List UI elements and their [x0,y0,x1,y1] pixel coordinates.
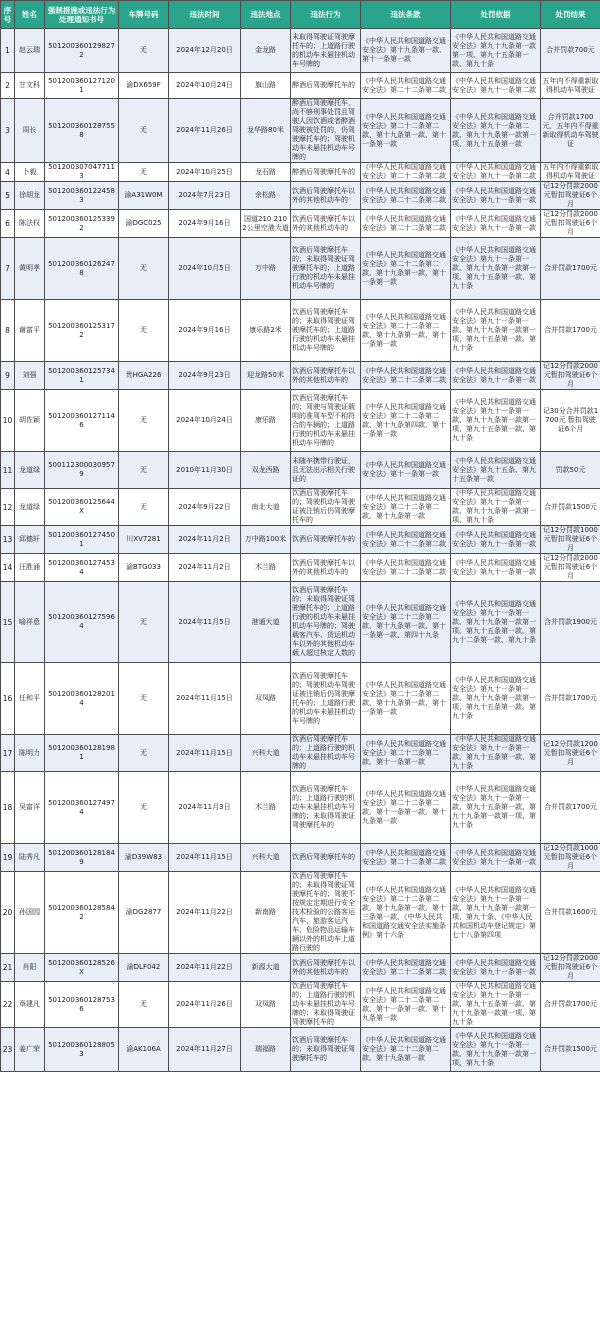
violation-clause: 《中华人民共和国道路交通安全法》第二十二条第二款、第十九条第一款、第十一条第一款、第四十九条 [361,582,451,663]
person-name: 谢富平 [15,300,45,362]
plate-number: 无 [119,163,169,182]
violation-time: 2024年9月23日 [169,362,241,390]
violation-act: 饮酒后驾驶摩托车以外的其他机动车的 [291,182,361,210]
row-number: 5 [1,182,15,210]
notice-number: 5012003601274501 [45,526,119,554]
penalty-basis: 《中华人民共和国道路交通安全法》第九十五条、第九十五条第一款 [451,452,541,489]
row-number: 4 [1,163,15,182]
violation-clause: 《中华人民共和国道路交通安全法》第二十二条第二款、第十九条第一款、第十一条第一款 [361,663,451,735]
row-number: 6 [1,210,15,238]
violation-clause: 《中华人民共和国道路交通安全法》第二十二条第二款、第十一条第一款、第十九条第一款 [361,982,451,1028]
violation-time: 2024年9月16日 [169,210,241,238]
violation-time: 2024年11月15日 [169,844,241,872]
penalty-basis: 《中华人民共和国道路交通安全法》第九十一条第一款、第九十九条第一款第一项、第九十条 [451,1028,541,1072]
plate-number: 无 [119,489,169,526]
plate-number: 渝DLF042 [119,954,169,982]
row-number: 23 [1,1028,15,1072]
plate-number: 无 [119,29,169,73]
violation-clause: 《中华人民共和国道路交通安全法》第二十二条第二款、第十九条第一款、第十一条第一款 [361,99,451,163]
table-row [1,390,600,452]
column-header: 处罚依据 [451,1,541,29]
penalty-result: 合并罚款700元 [541,29,600,73]
penalty-result: 记12分罚款1000元暂扣驾驶证6个月 [541,526,600,554]
column-header: 序号 [1,1,15,29]
table-row [1,772,600,844]
plate-number: 无 [119,772,169,844]
person-name: 赵云瑞 [15,29,45,73]
violation-place: 木兰路 [241,554,291,582]
plate-number: 渝D39W83 [119,844,169,872]
violation-act: 饮酒后驾驶摩托车的；驾驶机动车驾驶证被注销后仍驾驶摩托车的；上道路行驶的机动车未悬挂机动车号牌的 [291,663,361,735]
column-header: 姓名 [15,1,45,29]
violation-time: 2024年11月2日 [169,554,241,582]
row-number: 11 [1,452,15,489]
table-row [1,99,600,163]
notice-number: 5012003601282014 [45,663,119,735]
table-row [1,582,600,663]
notice-number: 5012003601287536 [45,982,119,1028]
notice-number: 5012003601224583 [45,182,119,210]
violation-place: 康乐路2米 [241,300,291,362]
violation-place: 万中路 [241,238,291,300]
penalty-result: 五年内不得重新取得机动车驾驶证 [541,73,600,99]
person-name: 胡佐颖 [15,390,45,452]
violation-clause: 《中华人民共和国道路交通安全法》第二十二条第二款 [361,210,451,238]
notice-number: 5012003601275964 [45,582,119,663]
penalty-basis: 《中华人民共和国道路交通安全法》第九十一条第一款 [451,362,541,390]
plate-number: 渝BTG033 [119,554,169,582]
violation-place: 金龙路 [241,29,291,73]
table-row [1,29,600,73]
row-number: 18 [1,772,15,844]
penalty-result: 合并罚款1500元 [541,489,600,526]
penalty-result: 合并罚款1700元 [541,663,600,735]
penalty-basis: 《中华人民共和国道路交通安全法》第九十一条第一款、第九十五条第一款、第九十九条第一款第一项、第九十条 [451,982,541,1028]
notice-number: 5001123000309579 [45,452,119,489]
person-name: 陆秀凡 [15,844,45,872]
violation-place: 国道210 2102公里空港大道 [241,210,291,238]
penalty-result: 记12分罚款1200元暂扣驾驶证6个月 [541,735,600,772]
penalty-result: 合并罚款1900元 [541,582,600,663]
violation-time: 2024年11月27日 [169,1028,241,1072]
violation-clause: 《中华人民共和国道路交通安全法》第二十二条第二款、第十一条第一款 [361,735,451,772]
plate-number: 贵HGA226 [119,362,169,390]
plate-number: 无 [119,300,169,362]
violation-time: 2024年10月25日 [169,163,241,182]
person-name: 陈法权 [15,210,45,238]
table-row [1,982,600,1028]
row-number: 1 [1,29,15,73]
violation-time: 2024年11月22日 [169,954,241,982]
table-row [1,300,600,362]
penalty-basis: 《中华人民共和国道路交通安全法》第九十一条第一款 [451,554,541,582]
violation-act: 醉酒后驾驶摩托车，尚不够刑事处罚且驾驶人因饮酒或者醉酒驾驶被处罚的，仍驾驶摩托车的；驾驶机动车未悬挂机动车号牌的 [291,99,361,163]
violation-time: 2024年7月23日 [169,182,241,210]
penalty-result: 五年内不得重新取得机动车驾驶证 [542,163,599,180]
column-header: 违法条款 [361,1,451,29]
plate-number: 渝AK106A [119,1028,169,1072]
violation-act: 未随车携带行驶证，且无法出示相关行驶证的 [291,452,361,489]
penalty-basis: 《中华人民共和国道路交通安全法》第九十一条第一款 [451,210,541,238]
row-number: 9 [1,362,15,390]
table-row [1,735,600,772]
violation-act: 醉酒后驾驶摩托车的 [291,73,361,99]
row-number: 12 [1,489,15,526]
penalty-basis: 《中华人民共和国道路交通安全法》第九十一条第二款、第九十九条第一款第一项、第九十五条第一款 [451,99,541,163]
column-header: 违法时间 [169,1,241,29]
table-row [1,452,600,489]
violation-time: 2024年11月5日 [169,582,241,663]
violation-time: 2024年9月22日 [169,489,241,526]
penalty-result: 记12分罚款2000元暂扣驾驶证6个月 [541,554,600,582]
violation-act: 醉酒后驾驶摩托车的 [291,163,361,182]
violation-clause: 《中华人民共和国道路交通安全法》第二十二条第二款 [361,73,451,99]
penalty-result: 记12分罚款2000元暂扣驾驶证6个月 [541,182,600,210]
row-number: 7 [1,238,15,300]
person-name: 陈明力 [15,735,45,772]
violation-act: 饮酒后驾驶摩托车的；未取得驾驶证驾驶摩托车的；上道路行驶的机动车未悬挂机动车号牌的 [291,238,361,300]
notice-number: 501200360128526X [45,954,119,982]
violation-place: 兴科大道 [241,735,291,772]
person-name: 任和平 [15,663,45,735]
penalty-basis: 《中华人民共和国道路交通安全法》第九十一条第一款、第九十五条第一款、第九十九条第一款第一项、第九十条 [451,772,541,844]
violation-time: 2024年11月22日 [169,872,241,954]
penalty-basis: 《中华人民共和国道路交通安全法》第九十一条第一款、第九十九条第一款第一项、第九十五条第一款、第九十条 [451,663,541,735]
violation-act: 饮酒后驾驶摩托车以外的其他机动车的 [291,554,361,582]
column-header: 违法地点 [241,1,291,29]
violation-act: 饮酒后驾驶摩托车的；上道路行驶的机动车未悬挂机动车号牌的 [291,735,361,772]
violation-act: 饮酒后驾驶摩托车以外的其他机动车的 [291,362,361,390]
table-row [1,238,600,300]
violation-clause: 《中华人民共和国道路交通安全法》第二十二条第二款 [361,954,451,982]
plate-number: 无 [119,982,169,1028]
violation-clause: 《中华人民共和国道路交通安全法》第二十二条第二款、第十九条第一款 [361,1028,451,1072]
violation-time: 2024年9月16日 [169,300,241,362]
violation-clause: 《中华人民共和国道路交通安全法》第二十二条第二款 [361,163,451,182]
penalty-basis: 《中华人民共和国道路交通安全法》第九十一条第二款 [451,163,541,182]
notice-number: 5012003070477113 [45,163,119,182]
person-name: 周长 [15,99,45,163]
row-number: 16 [1,663,15,735]
notice-number: 5012003601253392 [45,210,119,238]
violation-place: 瑞福路 [241,1028,291,1072]
person-name: 甘文科 [15,73,45,99]
penalty-basis: 《中华人民共和国道路交通安全法》第九十一条第二款 [451,73,541,99]
violation-place: 木兰路 [241,772,291,844]
violation-act: 饮酒后驾驶摩托车的 [291,526,361,554]
row-number: 21 [1,954,15,982]
violation-act: 饮酒后驾驶摩托车的；上道路行驶的机动车未悬挂机动车号牌的；未取得驾驶证驾驶摩托车的 [291,982,361,1028]
violation-place: 康乐路 [241,390,291,452]
table-row [1,163,600,182]
notice-number: 5012003601288053 [45,1028,119,1072]
row-number: 19 [1,844,15,872]
violation-clause: 《中华人民共和国道路交通安全法》第十九条第一款、第十一条第一款 [361,29,451,73]
violation-time: 2024年10月24日 [169,73,241,99]
violation-act: 饮酒后驾驶摩托车的；未取得驾驶证驾驶摩托车的 [291,1028,361,1072]
notice-number: 5012003601262478 [45,238,119,300]
row-number: 3 [1,99,15,163]
table-row [1,844,600,872]
violation-act: 饮酒后驾驶摩托车以外的其他机动车的 [291,210,361,238]
penalty-result: 记12分罚款2000元暂扣驾驶证6个月 [541,362,600,390]
violation-time: 2024年11月3日 [169,772,241,844]
penalty-basis: 《中华人民共和国道路交通安全法》第九十九条第一款第一项、第九十五条第一款、第九十条 [451,29,541,73]
penalty-basis: 《中华人民共和国道路交通安全法》第九十一条第一款 [451,526,541,554]
violation-time: 2024年11月26日 [169,99,241,163]
person-name: 卜毅 [15,163,45,182]
violation-clause: 《中华人民共和国道路交通安全法》第二十二条第二款、第十九条第一款、第十三条第一款、《中华人民共和国道路交通安全法实施条例》第十六条 [361,872,451,954]
violation-place: 双龙西路 [241,452,291,489]
violation-time: 2024年11月15日 [169,663,241,735]
violation-time: 2024年11月15日 [169,735,241,772]
person-name: 徐胡龙 [15,182,45,210]
notice-number: 5012003601298272 [45,29,119,73]
notice-number: 5012003601281981 [45,735,119,772]
violation-act: 饮酒后驾驶摩托车的 [291,844,361,872]
person-name: 肖阳 [15,954,45,982]
violation-place: 新南路 [241,872,291,954]
table-body [1,29,600,1072]
column-header: 违法行为 [291,1,361,29]
column-header: 处罚结果 [541,1,600,29]
person-name: 姜广荣 [15,1028,45,1072]
plate-number: 川XV7281 [119,526,169,554]
notice-number: 5012003601281849 [45,844,119,872]
table-row [1,954,600,982]
penalty-result: 合并罚款1700元 [541,982,600,1028]
plate-number: 无 [119,390,169,452]
plate-number: 渝DX659F [119,73,169,99]
violation-place: 兴科大道 [241,844,291,872]
penalty-result: 合并罚款1700元，五年内不得重新取得机动车驾驶证 [541,99,600,163]
row-number: 15 [1,582,15,663]
violation-clause: 《中华人民共和国道路交通安全法》第二十二条第二款 [361,362,451,390]
person-name: 龙道绿 [15,452,45,489]
penalty-result: 记30分合并罚款1700元 暂扣驾驶证6个月 [541,390,600,452]
plate-number: 渝DGC025 [119,210,169,238]
column-header: 车牌号码 [119,1,169,29]
notice-number: 5012003601274974 [45,772,119,844]
notice-number: 5012003601253172 [45,300,119,362]
plate-number: 渝A31W0M [119,182,169,210]
table-row [1,554,600,582]
table-row [1,1028,600,1072]
penalty-basis: 《中华人民共和国道路交通安全法》第九十一条第一款、第九十九条第一款第一项、第九十条、《中华人民共和国机动车登记规定》第七十八条第四项 [451,872,541,954]
column-header: 强制措施或违法行为处理通知书号 [45,1,119,29]
row-number: 14 [1,554,15,582]
violation-clause: 《中华人民共和国道路交通安全法》第二十二条第二款、第十一条第一款、第十九条第一款 [361,772,451,844]
penalty-result: 合并罚款1600元 [541,872,600,954]
penalty-result: 合并罚款1700元 [541,238,600,300]
row-number: 22 [1,982,15,1028]
violation-time: 2024年11月26日 [169,982,241,1028]
person-name: 喻祥意 [15,582,45,663]
violation-clause: 《中华人民共和国道路交通安全法》第二十二条第二款 [361,182,451,210]
plate-number: 无 [119,582,169,663]
row-number: 13 [1,526,15,554]
notice-number: 501200360125644X [45,489,119,526]
table-row [1,362,600,390]
person-name: 邱德轩 [15,526,45,554]
violation-clause: 《中华人民共和国道路交通安全法》第二十二条第二款、第十九条第一款、第十一条第一款 [361,238,451,300]
violation-place: 龙石路 [241,163,291,182]
plate-number: 无 [119,452,169,489]
penalty-basis: 《中华人民共和国道路交通安全法》第九十一条第一款 [451,844,541,872]
person-name: 刘强 [15,362,45,390]
violation-place: 迎龙路50米 [241,362,291,390]
penalty-basis: 《中华人民共和国道路交通安全法》第九十一条第一款 [451,182,541,210]
violation-time: 2024年10月5日 [169,238,241,300]
penalty-result: 记12分罚款1000元暂扣驾驶证6个月 [541,844,600,872]
row-number: 10 [1,390,15,452]
violation-place: 旗山路 [241,73,291,99]
violation-time: 2010年11月30日 [169,452,241,489]
table-row [1,210,600,238]
penalty-result: 罚款50元 [541,452,600,489]
table-row [1,73,600,99]
violation-clause: 《中华人民共和国道路交通安全法》第二十二条第二款、第十九条第四款、第十一条第一款 [361,390,451,452]
person-name: 吴富洋 [15,772,45,844]
penalty-result: 记12分罚款2000元暂扣驾驶证6个月 [541,210,600,238]
person-name: 龙道绿 [15,489,45,526]
violation-time: 2024年11月2日 [169,526,241,554]
header-row [1,1,600,29]
violation-act: 饮酒后驾驶摩托车的；未取得驾驶证驾驶摩托车的；上道路行驶的机动车未悬挂机动车号牌的；驾驶载客汽车、货运机动车以外的其他机动车载人超过核定人数的 [291,582,361,663]
row-number: 20 [1,872,15,954]
violation-act: 饮酒后驾驶摩托车的；驾驶与驾驶证载明的准驾车型不相符合的车辆的；上道路行驶的机动车未悬挂机动车号牌的 [291,390,361,452]
violation-place: 余松路 [241,182,291,210]
violation-place: 港通大道 [241,582,291,663]
violation-time: 2024年12月20日 [169,29,241,73]
violation-act: 饮酒后驾驶摩托车的；未取得驾驶证驾驶摩托车的；上道路行驶的机动车未悬挂机动车号牌的 [291,300,361,362]
person-name: 黄明孝 [15,238,45,300]
violation-place: 南北大道 [241,489,291,526]
notice-number: 5012003601287558 [45,99,119,163]
violation-place: 双凤路 [241,982,291,1028]
plate-number: 无 [119,663,169,735]
violation-place: 万中路100米 [241,526,291,554]
notice-number: 5012003601257341 [45,362,119,390]
penalty-basis: 《中华人民共和国道路交通安全法》第九十一条第一款、第九十九条第一款第一项、第九十条 [451,489,541,526]
table-row [1,663,600,735]
table-row [1,872,600,954]
plate-number: 渝DG2877 [119,872,169,954]
violation-act: 饮酒后驾驶摩托车的；驾驶机动车驾驶证被注销后仍驾驶摩托车的 [291,489,361,526]
violation-place: 龙华路80米 [241,99,291,163]
penalty-basis: 《中华人民共和国道路交通安全法》第九十一条第一款、第九十九条第一款第一项、第九十五条第一款、第九十条 [451,238,541,300]
penalty-result: 合并罚款1700元 [541,772,600,844]
notice-number: 5012003601271201 [45,73,119,99]
person-name: 孙国园 [15,872,45,954]
violation-act: 饮酒后驾驶摩托车的；上道路行驶的机动车未悬挂机动车号牌的；未取得驾驶证驾驶摩托车的 [291,772,361,844]
violation-place: 双凤路 [241,663,291,735]
table-row [1,489,600,526]
penalty-basis: 《中华人民共和国道路交通安全法》第九十一条第一款、第九十九条第一款第一项、第九十五条第一款、第九十条 [451,390,541,452]
row-number: 2 [1,73,15,99]
notice-number: 5012003601271146 [45,390,119,452]
row-number: 8 [1,300,15,362]
notice-number: 5012003601274534 [45,554,119,582]
violation-clause: 《中华人民共和国道路交通安全法》第二十二条第二款、第十九条第一款 [361,489,451,526]
violation-clause: 《中华人民共和国道路交通安全法》第十一条第一款 [361,452,451,489]
table-row [1,182,600,210]
violation-place: 新源大道 [241,954,291,982]
plate-number: 无 [119,735,169,772]
violation-act: 饮酒后驾驶摩托车以外的其他机动车的 [291,954,361,982]
person-name: 章建凡 [15,982,45,1028]
row-number: 17 [1,735,15,772]
notice-number: 5012003601285842 [45,872,119,954]
person-name: 汪胜涌 [15,554,45,582]
violation-clause: 《中华人民共和国道路交通安全法》第二十二条第二款、第十九条第一款、第十一条第一款 [361,300,451,362]
table-row [1,526,600,554]
penalty-basis: 《中华人民共和国道路交通安全法》第九十一条第一款、第九十九条第一款第一项、第九十五条第一款、第九十二条第一款、第九十条 [451,582,541,663]
violation-clause: 《中华人民共和国道路交通安全法》第二十二条第二款 [361,844,451,872]
violation-act: 饮酒后驾驶摩托车的；未取得驾驶证驾驶摩托车的；驾驶不按规定定期进行安全技术检验的公路客运汽车、旅游客运汽车、危险物品运输车辆以外的机动车上道路行驶的 [291,872,361,954]
penalty-basis: 《中华人民共和国道路交通安全法》第九十一条第一款、第九十九条第一款第一项、第九十五条第一款、第九十条 [451,300,541,362]
violation-clause: 《中华人民共和国道路交通安全法》第二十二条第二款 [361,554,451,582]
violation-act: 未取得驾驶证驾驶摩托车的；上道路行驶的机动车未悬挂机动车号牌的 [291,29,361,73]
plate-number: 无 [119,238,169,300]
penalty-result: 记12分罚款2000元暂扣驾驶证6个月 [541,954,600,982]
penalty-basis: 《中华人民共和国道路交通安全法》第九十一条第一款、第九十五条第一款、第九十条 [451,735,541,772]
violation-clause: 《中华人民共和国道路交通安全法》第二十二条第二款 [361,526,451,554]
penalty-result: 合并罚款1700元 [541,300,600,362]
penalty-result: 合并罚款1500元 [541,1028,600,1072]
penalty-basis: 《中华人民共和国道路交通安全法》第九十一条第一款 [451,954,541,982]
plate-number: 无 [119,99,169,163]
violation-time: 2024年10月24日 [169,390,241,452]
